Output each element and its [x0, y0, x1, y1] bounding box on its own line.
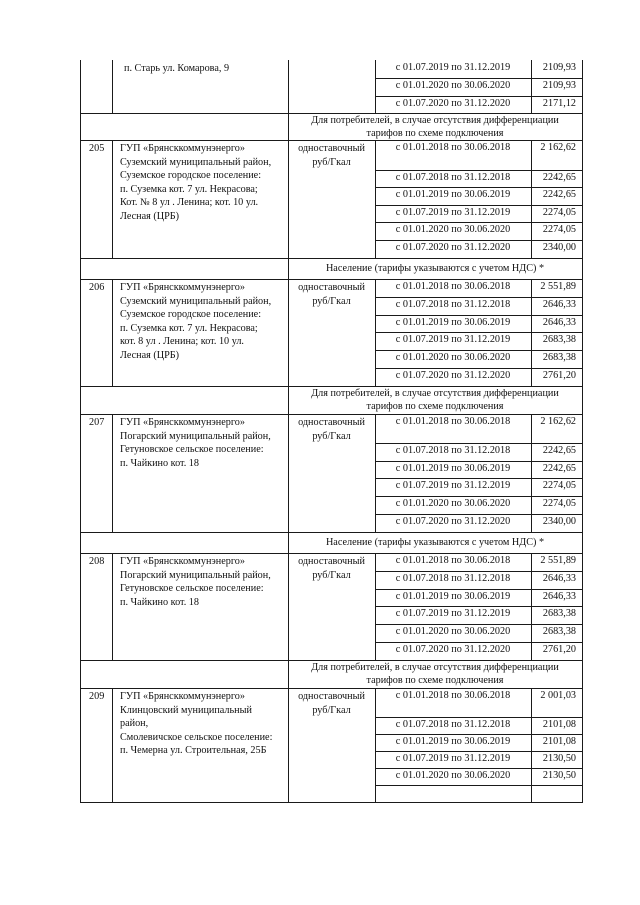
- table-rule: [375, 514, 583, 515]
- provider-line: ГУП «Брянсккоммунэнерго»: [120, 143, 245, 154]
- row-number: 209: [89, 691, 105, 702]
- provider-line: Суземский муниципальный район,: [120, 295, 272, 307]
- tariff-value: 2761,20: [542, 370, 576, 381]
- tariff-type: одноставочный: [298, 417, 365, 428]
- provider-line: п. Чемерна ул. Строительная, 25Б: [120, 745, 267, 757]
- table-rule: [375, 571, 583, 572]
- provider-line: Гетуновское сельское поселение:: [120, 444, 264, 456]
- tariff-value: 2171,12: [542, 97, 576, 109]
- table-rule: [80, 258, 583, 259]
- provider-line: ГУП «Брянсккоммунэнерго»: [120, 282, 245, 293]
- provider-line: Погарский муниципальный район,: [120, 430, 271, 442]
- tariff-period: с 01.07.2018 по 31.12.2018: [395, 299, 511, 310]
- tariff-type: руб/Гкал: [312, 430, 351, 442]
- tariff-value: 2340,00: [542, 242, 576, 253]
- provider-line: Лесная (ЦРБ): [120, 211, 180, 222]
- section-header: Для потребителей, в случае отсутствия дифференциации тарифов по схеме подключения: [311, 662, 559, 686]
- tariff-period: с 01.07.2020 по 31.12.2020: [395, 516, 511, 527]
- tariff-period: с 01.07.2018 по 31.12.2018: [395, 718, 511, 730]
- table-rule: [112, 688, 113, 803]
- tariff-period: с 01.07.2019 по 31.12.2019: [395, 334, 511, 345]
- provider-line: кот. 8 ул . Ленина; кот. 10 ул.: [120, 336, 244, 348]
- table-rule: [375, 478, 583, 479]
- tariff-period: с 01.01.2018 по 30.06.2018: [395, 281, 511, 292]
- tariff-period: с 01.01.2018 по 30.06.2018: [395, 416, 511, 427]
- tariff-type: руб/Гкал: [312, 569, 351, 581]
- tariff-period: с 01.01.2020 по 30.06.2020: [395, 769, 511, 781]
- tariff-value: 2683,38: [542, 334, 576, 345]
- tariff-period: с 01.07.2019 по 31.12.2019: [395, 206, 511, 218]
- provider-line: п. Суземка кот. 7 ул. Некрасова;: [120, 322, 258, 334]
- tariff-value: 2109,93: [542, 62, 576, 73]
- tariff-period: с 01.07.2019 по 31.12.2019: [395, 752, 511, 764]
- provider-line: Кот. № 8 ул . Ленина; кот. 10 ул.: [120, 197, 259, 209]
- table-rule: [80, 140, 583, 141]
- table-rule: [582, 60, 583, 803]
- tariff-period: с 01.01.2020 по 30.06.2020: [395, 352, 511, 363]
- provider-line: п. Суземка кот. 7 ул. Некрасова;: [120, 183, 258, 195]
- table-rule: [375, 642, 583, 643]
- tariff-period: с 01.07.2019 по 31.12.2019: [395, 608, 511, 619]
- table-rule: [375, 443, 583, 444]
- tariff-value: 2 551,89: [540, 555, 576, 566]
- provider-line: район,: [120, 718, 149, 730]
- tariff-type: одноставочный: [298, 143, 365, 154]
- row-number: 206: [89, 282, 105, 293]
- tariff-value: 2683,38: [542, 608, 576, 619]
- tariff-value: 2101,08: [542, 718, 576, 730]
- table-rule: [375, 606, 583, 607]
- section-header: Население (тарифы указываются с учетом НДС) *: [325, 263, 545, 274]
- provider-line: ГУП «Брянсккоммунэнерго»: [120, 556, 245, 567]
- tariff-period: с 01.01.2019 по 30.06.2019: [395, 462, 511, 474]
- tariff-type: одноставочный: [298, 556, 365, 567]
- tariff-period: с 01.07.2018 по 31.12.2018: [395, 445, 511, 456]
- tariff-period: с 01.07.2020 по 31.12.2020: [395, 644, 511, 655]
- table-rule: [112, 140, 113, 259]
- provider-line: Гетуновское сельское поселение:: [120, 583, 264, 595]
- tariff-period: с 01.07.2020 по 31.12.2020: [395, 242, 511, 253]
- tariff-period: с 01.07.2019 по 31.12.2019: [395, 480, 511, 491]
- tariff-period: с 01.01.2018 по 30.06.2018: [395, 142, 511, 153]
- provider-line: Смолевичское сельское поселение:: [120, 731, 273, 743]
- tariff-period: с 01.07.2018 по 31.12.2018: [395, 171, 511, 183]
- table-rule: [80, 688, 583, 689]
- tariff-value: 2646,33: [542, 590, 576, 602]
- provider-line: ГУП «Брянсккоммунэнерго»: [120, 417, 245, 428]
- tariff-period: с 01.07.2020 по 31.12.2020: [395, 97, 511, 109]
- table-rule: [80, 802, 583, 803]
- tariff-value: 2274,05: [542, 206, 576, 218]
- provider-line: п. Чайкино кот. 18: [120, 596, 199, 608]
- table-rule: [112, 279, 113, 387]
- row-number: 205: [89, 143, 105, 154]
- provider-line: Суземское городское поселение:: [120, 309, 262, 321]
- provider-line: Суземский муниципальный район,: [120, 156, 272, 168]
- tariff-type: одноставочный: [298, 282, 365, 293]
- table-rule: [375, 624, 583, 625]
- section-header: Для потребителей, в случае отсутствия дифференциации тарифов по схеме подключения: [311, 388, 559, 412]
- table-rule: [80, 279, 583, 280]
- table-rule: [375, 222, 583, 223]
- tariff-period: с 01.07.2018 по 31.12.2018: [395, 573, 511, 584]
- tariff-type: руб/Гкал: [312, 704, 351, 716]
- tariff-value: 2646,33: [542, 316, 576, 328]
- tariff-value: 2242,65: [542, 462, 576, 474]
- tariff-value: 2 162,62: [540, 142, 576, 153]
- tariff-period: с 01.01.2019 по 30.06.2019: [395, 316, 511, 328]
- section-header: Население (тарифы указываются с учетом НДС) *: [325, 537, 545, 548]
- tariff-period: с 01.01.2020 по 30.06.2020: [395, 626, 511, 637]
- tariff-value: 2761,20: [542, 644, 576, 655]
- tariff-value: 2683,38: [542, 352, 576, 363]
- tariff-period: с 01.07.2019 по 31.12.2019: [395, 62, 511, 73]
- table-rule: [80, 60, 81, 803]
- table-rule: [288, 60, 289, 114]
- tariff-value: 2683,38: [542, 626, 576, 637]
- table-rule: [375, 332, 583, 333]
- provider-line: Клинцовский муниципальный: [120, 704, 252, 716]
- tariff-value: 2274,05: [542, 224, 576, 235]
- row-number: 207: [89, 417, 105, 428]
- provider-line: п. Чайкино кот. 18: [120, 457, 199, 469]
- table-rule: [375, 350, 583, 351]
- table-rule: [112, 414, 113, 533]
- tariff-type: одноставочный: [298, 691, 365, 702]
- tariff-value: 2646,33: [542, 573, 576, 584]
- table-rule: [112, 553, 113, 661]
- tariff-period: с 01.01.2020 по 30.06.2020: [395, 80, 511, 91]
- table-rule: [80, 553, 583, 554]
- tariff-type: руб/Гкал: [312, 295, 351, 307]
- tariff-period: с 01.01.2019 по 30.06.2019: [395, 590, 511, 602]
- tariff-value: 2 001,03: [540, 690, 576, 701]
- table-rule: [375, 297, 583, 298]
- tariff-value: 2242,65: [542, 189, 576, 200]
- tariff-type: руб/Гкал: [312, 156, 351, 168]
- tariff-period: с 01.01.2019 по 30.06.2019: [395, 189, 511, 200]
- tariff-value: 2242,65: [542, 445, 576, 456]
- table-rule: [80, 414, 583, 415]
- tariff-value: 2340,00: [542, 516, 576, 527]
- tariff-value: 2 551,89: [540, 281, 576, 292]
- tariff-value: 2274,05: [542, 480, 576, 491]
- table-rule: [375, 368, 583, 369]
- tariff-period: с 01.07.2020 по 31.12.2020: [395, 370, 511, 381]
- table-rule: [375, 240, 583, 241]
- tariff-period: с 01.01.2019 по 30.06.2019: [395, 735, 511, 747]
- table-rule: [112, 60, 113, 114]
- tariff-value: 2109,93: [542, 80, 576, 91]
- tariff-value: 2242,65: [542, 171, 576, 183]
- tariff-value: 2101,08: [542, 735, 576, 747]
- provider-line: Суземское городское поселение:: [120, 170, 262, 182]
- tariff-period: с 01.01.2020 по 30.06.2020: [395, 224, 511, 235]
- section-header: Для потребителей, в случае отсутствия дифференциации тарифов по схеме подключения: [311, 115, 559, 139]
- tariff-period: с 01.01.2020 по 30.06.2020: [395, 498, 511, 509]
- tariff-value: 2 162,62: [540, 416, 576, 427]
- provider-line: ГУП «Брянсккоммунэнерго»: [120, 691, 245, 702]
- provider-line: Лесная (ЦРБ): [120, 350, 180, 361]
- table-rule: [375, 785, 583, 786]
- tariff-value: 2646,33: [542, 299, 576, 310]
- tariff-period: с 01.01.2018 по 30.06.2018: [395, 690, 511, 701]
- table-rule: [375, 496, 583, 497]
- row-number: 208: [89, 556, 105, 567]
- tariff-value: 2130,50: [542, 752, 576, 764]
- provider-line: Погарский муниципальный район,: [120, 569, 271, 581]
- tariff-period: с 01.01.2018 по 30.06.2018: [395, 555, 511, 566]
- block-address: п. Старь ул. Комарова, 9: [124, 63, 230, 74]
- table-rule: [80, 532, 583, 533]
- table-rule: [375, 78, 583, 79]
- table-rule: [375, 187, 583, 188]
- tariff-value: 2274,05: [542, 498, 576, 509]
- tariff-value: 2130,50: [542, 769, 576, 781]
